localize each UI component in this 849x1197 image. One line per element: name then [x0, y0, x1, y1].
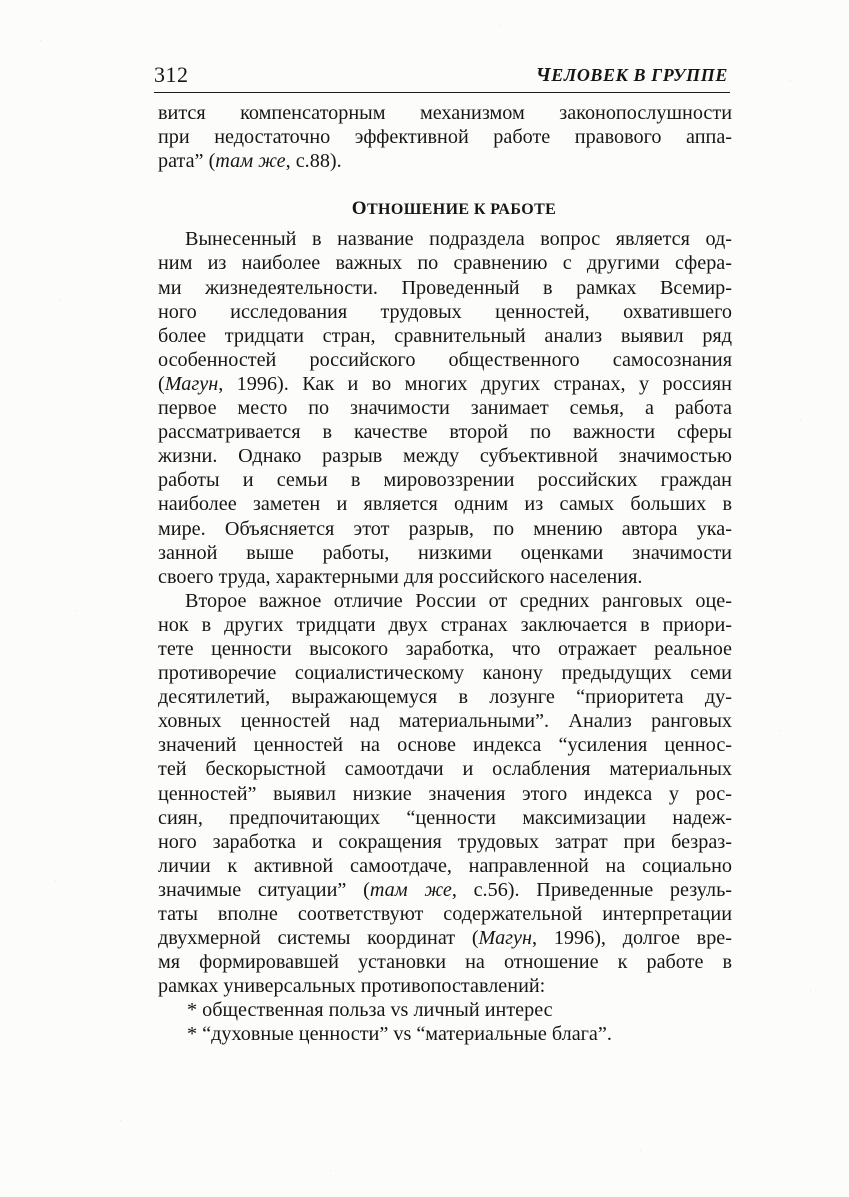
- text-line: мире. Объясняется этот разрыв, по мнению автора ука-: [158, 517, 732, 540]
- text-line: жизни. Однако разрыв между субъективной значимостью: [158, 445, 732, 468]
- text-line: личии к активной самоотдаче, направленной на социально: [158, 854, 732, 877]
- body-text: [158, 101, 732, 1047]
- page-header: [154, 58, 730, 93]
- text-line: тей бескорыстной самоотдачи и ослабления материальных: [158, 758, 732, 781]
- page-number: 312: [154, 62, 189, 87]
- bullet-item: * общественная польза vs личный интерес: [187, 999, 553, 1022]
- text-line: вится компенсаторным механизмом законопослушности: [158, 102, 732, 124]
- text-line: более тридцати стран, сравнительный анализ выявил ряд: [158, 324, 732, 347]
- text-line: своего труда, характерными для российского населения.: [158, 565, 643, 588]
- citation-italic: Магун: [478, 927, 533, 950]
- text-line: двухмерной системы координат (Магун, 1996), долгое вре-: [158, 927, 732, 950]
- text-line: при недостаточно эффективной работе правового аппа-: [158, 126, 732, 149]
- citation-italic: там же: [215, 150, 286, 173]
- text-line: тете ценности высокого заработка, что отражает реальное: [158, 637, 732, 660]
- running-head-initial: Ч: [535, 64, 552, 86]
- text-line: ним из наиболее важных по сравнению с другими сфера-: [158, 252, 732, 275]
- text-line: особенностей российского общественного самосознания: [158, 348, 732, 371]
- text-line: противоречие социалистическому канону предыдущих семи: [158, 662, 732, 685]
- text-line: нок в других тридцати двух странах заключается в приори-: [158, 613, 732, 636]
- bullet-item: * “духовные ценности” vs “материальные блага”.: [187, 1023, 612, 1046]
- text-line: занной выше работы, низкими оценками значимости: [158, 541, 732, 564]
- text-line: ного исследования трудовых ценностей, охватившего: [158, 300, 732, 323]
- citation-italic: Магун: [164, 372, 219, 395]
- text-line: десятилетий, выражающемуся в лозунге “приоритета ду-: [158, 686, 732, 709]
- text-line: рамках универсальных противопоставлений:: [158, 975, 546, 998]
- paragraph-first-line: Второе важное отличие России от средних ранговых оце-: [185, 589, 732, 612]
- text-line: ценностей” выявил низкие значения этого индекса у рос-: [158, 782, 732, 805]
- running-head: [536, 64, 728, 87]
- text-line: рата” (там же, с.88).: [158, 150, 342, 173]
- text-line: наиболее заметен и является одним из самых больших в: [158, 493, 732, 516]
- text-line: ховных ценностей над материальными”. Анализ ранговых: [158, 710, 732, 733]
- text-line: значимые ситуации” (там же, с.56). Приведенные резуль-: [158, 878, 732, 901]
- text-line: работы и семьи в мировоззрении российских граждан: [158, 469, 732, 492]
- paragraph-first-line: Вынесенный в название подраздела вопрос является од-: [185, 228, 732, 251]
- running-head-rest: ЕЛОВЕК В ГРУППЕ: [551, 65, 728, 85]
- text-line: первое место по значимости занимает семья, а работа: [158, 397, 732, 420]
- citation-italic: там же: [369, 878, 452, 901]
- text-line: (Магун, 1996). Как и во многих других странах, у россиян: [158, 372, 732, 395]
- text-line: ного заработка и сокращения трудовых затрат при безраз-: [158, 830, 732, 853]
- text-line: мя формировавшей установки на отношение к работе в: [158, 951, 732, 974]
- text-line: значений ценностей на основе индекса “усиления ценнос-: [158, 734, 732, 757]
- text-line: таты вполне соответствуют содержательной интерпретации: [158, 903, 732, 925]
- text-line: рассматривается в качестве второй по важности сферы: [158, 421, 732, 444]
- section-heading: ОТНОШЕНИЕ К РАБОТЕ: [351, 198, 557, 220]
- text-line: ми жизнедеятельности. Проведенный в рамках Всемир-: [158, 276, 732, 299]
- text-line: сиян, предпочитающих “ценности максимизации надеж-: [158, 806, 732, 829]
